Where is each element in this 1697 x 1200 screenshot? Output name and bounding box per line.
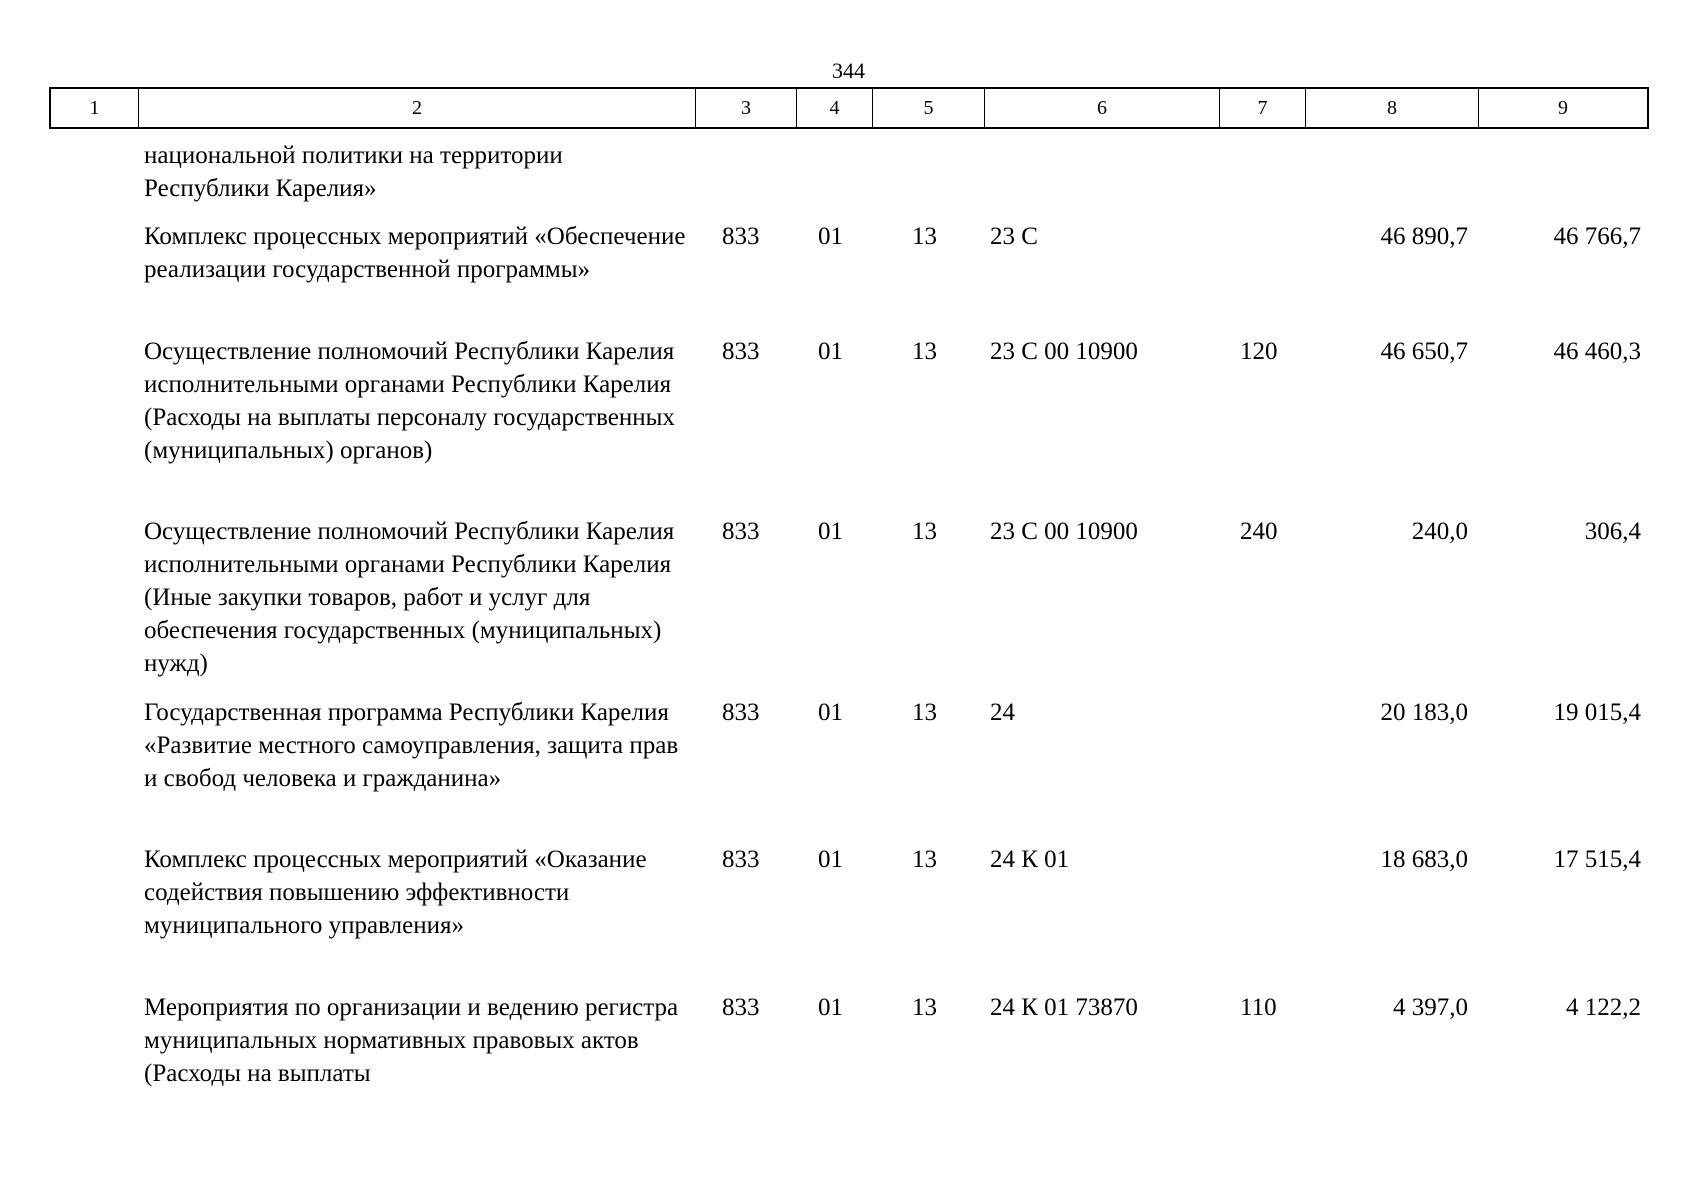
table-header	[49, 87, 1649, 129]
col-5-value: 13	[912, 699, 937, 726]
col-3-value: 833	[722, 846, 760, 873]
col-5-value: 13	[912, 223, 937, 250]
col-8-value: 20 183,0	[1380, 699, 1468, 726]
col-4-value: 01	[818, 223, 843, 250]
col-5-value: 13	[912, 518, 937, 545]
row-name: Мероприятия по организации и ведению регистра муниципальных нормативных правовых актов (Расходы на выплаты	[144, 994, 679, 1087]
col-9-value: 17 515,4	[1553, 846, 1641, 873]
header-col-7: 7	[1219, 89, 1305, 127]
col-4-value: 01	[818, 518, 843, 545]
row-name: национальной политики на территории Республики Карелия»	[144, 142, 563, 202]
col-4-value: 01	[818, 846, 843, 873]
col-3-value: 833	[722, 518, 760, 545]
col-5-value: 13	[912, 846, 937, 873]
col-3-value: 833	[722, 223, 760, 250]
col-6-value: 24 К 01	[990, 846, 1070, 873]
col-9-value: 306,4	[1584, 518, 1641, 545]
col-3-value: 833	[722, 994, 760, 1021]
col-5-value: 13	[912, 338, 937, 365]
header-col-5: 5	[872, 89, 984, 127]
col-8-value: 4 397,0	[1393, 994, 1468, 1021]
col-9-value: 46 460,3	[1553, 338, 1641, 365]
page-number: 344	[832, 58, 865, 83]
col-9-value: 4 122,2	[1566, 994, 1641, 1021]
header-col-6: 6	[984, 89, 1219, 127]
row-name: Осуществление полномочий Республики Карелия исполнительными органами Республики Карелия (Иные закупки товаров, работ и услуг для обеспечения государственных (муниципальных) нужд)	[144, 518, 675, 677]
col-6-value: 23 С 00 10900	[990, 338, 1138, 365]
col-8-value: 46 890,7	[1380, 223, 1468, 250]
header-col-4: 4	[796, 89, 872, 127]
col-8-value: 18 683,0	[1380, 846, 1468, 873]
row-name: Осуществление полномочий Республики Карелия исполнительными органами Республики Карелия (Расходы на выплаты персоналу государственных (муниципальных) органов)	[144, 338, 675, 464]
col-4-value: 01	[818, 994, 843, 1021]
col-7-value: 110	[1240, 994, 1277, 1021]
col-6-value: 24 К 01 73870	[990, 994, 1138, 1021]
header-col-8: 8	[1305, 89, 1478, 127]
col-7-value: 240	[1240, 518, 1278, 545]
col-3-value: 833	[722, 699, 760, 726]
row-name: Государственная программа Республики Карелия «Развитие местного самоуправления, защита прав и свобод человека и гражданина»	[144, 699, 679, 792]
col-8-value: 240,0	[1411, 518, 1468, 545]
header-col-9: 9	[1478, 89, 1647, 127]
col-6-value: 23 С 00 10900	[990, 518, 1138, 545]
row-name: Комплекс процессных мероприятий «Оказание содействия повышению эффективности муниципального управления»	[144, 846, 647, 939]
col-4-value: 01	[818, 699, 843, 726]
col-6-value: 23 С	[990, 223, 1038, 250]
col-6-value: 24	[990, 699, 1015, 726]
header-col-1: 1	[89, 97, 100, 119]
header-col-3: 3	[695, 89, 796, 127]
row-name: Комплекс процессных мероприятий «Обеспечение реализации государственной программы»	[144, 223, 686, 283]
col-5-value: 13	[912, 994, 937, 1021]
col-4-value: 01	[818, 338, 843, 365]
col-9-value: 19 015,4	[1553, 699, 1641, 726]
col-9-value: 46 766,7	[1553, 223, 1641, 250]
col-8-value: 46 650,7	[1380, 338, 1468, 365]
col-7-value: 120	[1240, 338, 1278, 365]
header-col-2: 2	[138, 89, 695, 127]
col-3-value: 833	[722, 338, 760, 365]
